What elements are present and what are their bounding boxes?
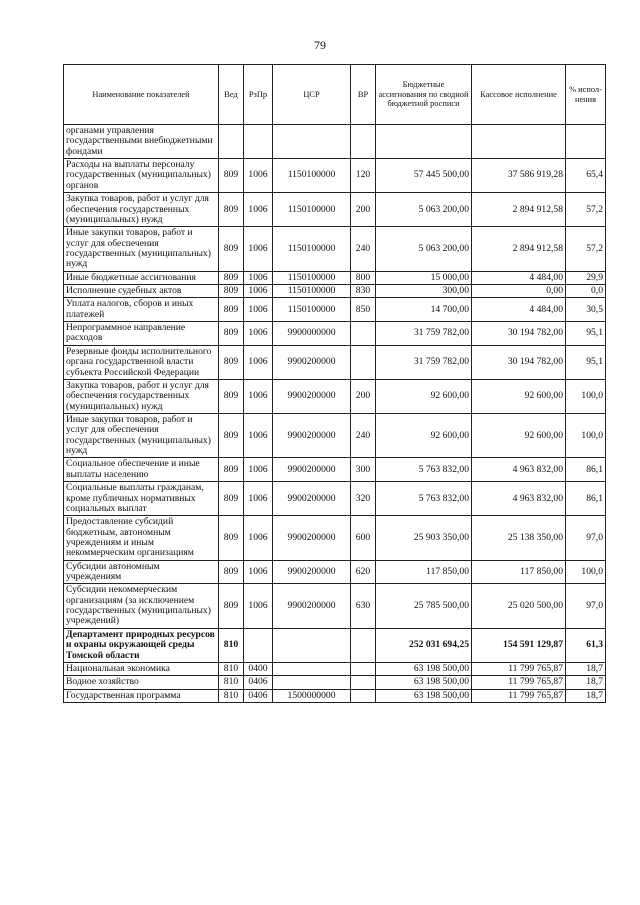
cell-budget: 25 785 500,00 [376, 584, 472, 628]
cell-rzpr: 1006 [244, 271, 273, 284]
cell-pct: 95,1 [566, 345, 606, 379]
table-row [64, 458, 606, 482]
table-row [64, 413, 606, 457]
cell-cash: 2 894 912,58 [472, 227, 566, 271]
cell-pct: 0,0 [566, 285, 606, 298]
cell-cash: 4 484,00 [472, 298, 566, 322]
cell-name: Иные закупки товаров, работ и услуг для обеспечения государственных (муниципальных) нужд [64, 227, 219, 271]
cell-ved: 809 [219, 227, 244, 271]
cell-rzpr: 1006 [244, 193, 273, 227]
cell-vr [351, 345, 376, 379]
cell-pct: 97,0 [566, 516, 606, 560]
cell-rzpr: 0406 [244, 689, 273, 702]
cell-ved: 809 [219, 298, 244, 322]
cell-cash: 25 138 350,00 [472, 516, 566, 560]
cell-budget: 5 763 832,00 [376, 482, 472, 516]
cell-vr: 200 [351, 193, 376, 227]
cell-rzpr: 1006 [244, 285, 273, 298]
cell-cash: 11 799 765,87 [472, 662, 566, 675]
cell-csr: 9900200000 [273, 516, 351, 560]
table-row [64, 227, 606, 271]
cell-vr [351, 322, 376, 346]
cell-rzpr [244, 125, 273, 159]
cell-csr: 9900200000 [273, 458, 351, 482]
cell-pct: 30,5 [566, 298, 606, 322]
cell-rzpr: 1006 [244, 345, 273, 379]
cell-ved: 810 [219, 628, 244, 662]
cell-ved [219, 125, 244, 159]
table-row [64, 676, 606, 689]
cell-ved: 809 [219, 379, 244, 413]
cell-ved: 809 [219, 584, 244, 628]
cell-cash: 30 194 782,00 [472, 345, 566, 379]
cell-ved: 810 [219, 689, 244, 702]
cell-name: Национальная экономика [64, 662, 219, 675]
table-row [64, 322, 606, 346]
table-row [64, 516, 606, 560]
cell-csr: 9900200000 [273, 482, 351, 516]
table-row [64, 298, 606, 322]
cell-vr: 120 [351, 159, 376, 193]
cell-rzpr: 1006 [244, 379, 273, 413]
cell-pct: 86,1 [566, 458, 606, 482]
cell-ved: 809 [219, 271, 244, 284]
header-name: Наименование показателей [64, 65, 219, 125]
cell-budget: 92 600,00 [376, 413, 472, 457]
cell-cash: 0,00 [472, 285, 566, 298]
cell-vr: 240 [351, 227, 376, 271]
cell-cash: 2 894 912,58 [472, 193, 566, 227]
cell-csr: 9900000000 [273, 322, 351, 346]
cell-name: Субсидии автономным учреждениям [64, 560, 219, 584]
page-number: 79 [314, 38, 326, 52]
cell-rzpr: 1006 [244, 516, 273, 560]
table-row [64, 285, 606, 298]
cell-cash: 4 963 832,00 [472, 458, 566, 482]
cell-budget: 25 903 350,00 [376, 516, 472, 560]
cell-ved: 809 [219, 159, 244, 193]
cell-csr: 1150100000 [273, 193, 351, 227]
cell-ved: 809 [219, 458, 244, 482]
cell-rzpr: 1006 [244, 458, 273, 482]
cell-cash: 11 799 765,87 [472, 676, 566, 689]
cell-budget: 63 198 500,00 [376, 689, 472, 702]
cell-name: Уплата налогов, сборов и иных платежей [64, 298, 219, 322]
table-row [64, 379, 606, 413]
table-row [64, 662, 606, 675]
cell-csr: 9900200000 [273, 413, 351, 457]
cell-cash: 11 799 765,87 [472, 689, 566, 702]
cell-vr: 200 [351, 379, 376, 413]
table-row [64, 584, 606, 628]
table-row [64, 159, 606, 193]
cell-budget: 117 850,00 [376, 560, 472, 584]
cell-cash: 4 484,00 [472, 271, 566, 284]
cell-rzpr: 1006 [244, 298, 273, 322]
cell-pct: 29,9 [566, 271, 606, 284]
cell-vr [351, 125, 376, 159]
cell-name: Департамент природных ресурсов и охраны окружающей среды Томской области [64, 628, 219, 662]
cell-budget: 31 759 782,00 [376, 322, 472, 346]
cell-vr: 300 [351, 458, 376, 482]
cell-csr [273, 125, 351, 159]
cell-pct: 18,7 [566, 662, 606, 675]
cell-ved: 809 [219, 345, 244, 379]
cell-csr [273, 676, 351, 689]
cell-budget [376, 125, 472, 159]
cell-budget: 5 063 200,00 [376, 227, 472, 271]
table-row [64, 271, 606, 284]
cell-pct: 86,1 [566, 482, 606, 516]
header-budget: Бюджетные ассигнования по сводной бюджетной росписи [376, 65, 472, 125]
cell-csr: 1150100000 [273, 285, 351, 298]
cell-pct: 100,0 [566, 379, 606, 413]
cell-name: Закупка товаров, работ и услуг для обеспечения государственных (муниципальных) нужд [64, 193, 219, 227]
cell-pct: 97,0 [566, 584, 606, 628]
cell-vr: 620 [351, 560, 376, 584]
cell-rzpr: 1006 [244, 159, 273, 193]
cell-csr: 1150100000 [273, 227, 351, 271]
cell-rzpr: 0406 [244, 676, 273, 689]
cell-rzpr: 1006 [244, 584, 273, 628]
cell-name: Социальное обеспечение и иные выплаты населению [64, 458, 219, 482]
cell-budget: 63 198 500,00 [376, 662, 472, 675]
cell-pct: 95,1 [566, 322, 606, 346]
cell-vr: 830 [351, 285, 376, 298]
cell-cash: 154 591 129,87 [472, 628, 566, 662]
cell-vr: 320 [351, 482, 376, 516]
cell-pct [566, 125, 606, 159]
cell-budget: 14 700,00 [376, 298, 472, 322]
cell-name: Непрограммное направление расходов [64, 322, 219, 346]
cell-name: Исполнение судебных актов [64, 285, 219, 298]
cell-name: Расходы на выплаты персоналу государственных (муниципальных) органов [64, 159, 219, 193]
cell-budget: 300,00 [376, 285, 472, 298]
cell-ved: 809 [219, 193, 244, 227]
cell-budget: 15 000,00 [376, 271, 472, 284]
table-row [64, 125, 606, 159]
cell-name: Водное хозяйство [64, 676, 219, 689]
cell-name: Иные закупки товаров, работ и услуг для обеспечения государственных (муниципальных) нужд [64, 413, 219, 457]
cell-cash: 92 600,00 [472, 379, 566, 413]
cell-name: Закупка товаров, работ и услуг для обеспечения государственных (муниципальных) нужд [64, 379, 219, 413]
header-cash: Кассовое исполнение [472, 65, 566, 125]
table-body [64, 125, 606, 703]
cell-name: Социальные выплаты гражданам, кроме публичных нормативных социальных выплат [64, 482, 219, 516]
cell-ved: 809 [219, 482, 244, 516]
header-csr: ЦСР [273, 65, 351, 125]
cell-vr [351, 689, 376, 702]
table-row [64, 482, 606, 516]
cell-rzpr: 1006 [244, 482, 273, 516]
cell-pct: 57,2 [566, 227, 606, 271]
cell-vr: 630 [351, 584, 376, 628]
cell-cash: 37 586 919,28 [472, 159, 566, 193]
cell-rzpr: 1006 [244, 560, 273, 584]
cell-csr: 9900200000 [273, 379, 351, 413]
cell-budget: 57 445 500,00 [376, 159, 472, 193]
cell-budget: 63 198 500,00 [376, 676, 472, 689]
cell-vr [351, 662, 376, 675]
cell-ved: 809 [219, 413, 244, 457]
cell-ved: 809 [219, 322, 244, 346]
header-pct: % испол-нения [566, 65, 606, 125]
cell-name: Предоставление субсидий бюджетным, автономным учреждениям и иным некоммерческим организациям [64, 516, 219, 560]
cell-csr: 1500000000 [273, 689, 351, 702]
cell-pct: 100,0 [566, 560, 606, 584]
cell-ved: 809 [219, 516, 244, 560]
header-rzpr: РзПр [244, 65, 273, 125]
cell-budget: 31 759 782,00 [376, 345, 472, 379]
cell-rzpr: 0400 [244, 662, 273, 675]
cell-cash: 4 963 832,00 [472, 482, 566, 516]
table-row [64, 193, 606, 227]
cell-name: Иные бюджетные ассигнования [64, 271, 219, 284]
cell-name: органами управления государственными внебюджетными фондами [64, 125, 219, 159]
cell-ved: 809 [219, 285, 244, 298]
cell-csr: 1150100000 [273, 271, 351, 284]
cell-csr: 9900200000 [273, 345, 351, 379]
cell-csr [273, 628, 351, 662]
cell-vr: 850 [351, 298, 376, 322]
cell-vr: 240 [351, 413, 376, 457]
table-row [64, 345, 606, 379]
cell-budget: 252 031 694,25 [376, 628, 472, 662]
cell-cash: 30 194 782,00 [472, 322, 566, 346]
cell-csr [273, 662, 351, 675]
table-row [64, 628, 606, 662]
cell-cash: 25 020 500,00 [472, 584, 566, 628]
cell-name: Субсидии некоммерческим организациям (за исключением государственных (муниципальных) учреждений) [64, 584, 219, 628]
cell-name: Резервные фонды исполнительного органа государственной власти субъекта Российской Федерации [64, 345, 219, 379]
cell-pct: 18,7 [566, 676, 606, 689]
cell-ved: 809 [219, 560, 244, 584]
cell-vr: 600 [351, 516, 376, 560]
cell-rzpr: 1006 [244, 227, 273, 271]
cell-pct: 18,7 [566, 689, 606, 702]
cell-name: Государственная программа [64, 689, 219, 702]
cell-rzpr [244, 628, 273, 662]
cell-pct: 65,4 [566, 159, 606, 193]
cell-vr [351, 628, 376, 662]
cell-csr: 9900200000 [273, 560, 351, 584]
cell-budget: 5 763 832,00 [376, 458, 472, 482]
table-row [64, 689, 606, 702]
cell-rzpr: 1006 [244, 322, 273, 346]
budget-execution-table [63, 64, 606, 703]
cell-budget: 5 063 200,00 [376, 193, 472, 227]
cell-csr: 1150100000 [273, 298, 351, 322]
cell-vr: 800 [351, 271, 376, 284]
cell-ved: 810 [219, 676, 244, 689]
table-row [64, 560, 606, 584]
table-header-row [64, 65, 606, 125]
cell-pct: 100,0 [566, 413, 606, 457]
cell-cash [472, 125, 566, 159]
cell-pct: 57,2 [566, 193, 606, 227]
cell-ved: 810 [219, 662, 244, 675]
cell-csr: 1150100000 [273, 159, 351, 193]
cell-budget: 92 600,00 [376, 379, 472, 413]
cell-cash: 92 600,00 [472, 413, 566, 457]
cell-csr: 9900200000 [273, 584, 351, 628]
cell-pct: 61,3 [566, 628, 606, 662]
cell-vr [351, 676, 376, 689]
cell-cash: 117 850,00 [472, 560, 566, 584]
cell-rzpr: 1006 [244, 413, 273, 457]
header-vr: ВР [351, 65, 376, 125]
header-ved: Вед [219, 65, 244, 125]
